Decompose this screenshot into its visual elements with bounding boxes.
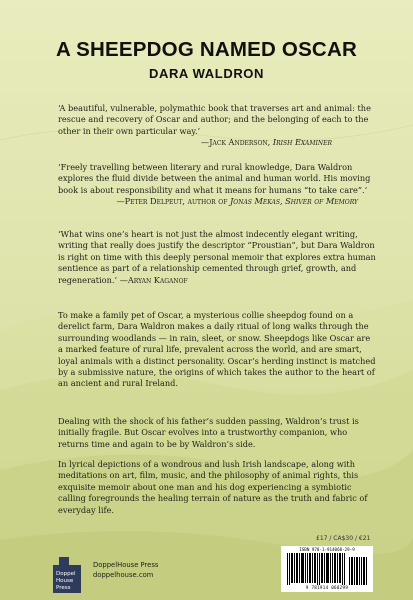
isbn-barcode <box>281 546 373 592</box>
barcode-icon <box>287 553 367 585</box>
isbn-digits: 9 781914 068299 <box>305 585 349 590</box>
quote-2-attribution-name: —Peter Delpeut, author of <box>116 196 228 207</box>
quote-1-text: ‘A beautiful, vulnerable, polymathic book that traverses art and animal: the rescue and recovery of Oscar and author; and the belonging of each to the other in their own particular way.’ <box>58 103 371 136</box>
quote-1-attribution <box>58 137 376 148</box>
quote-2-attribution <box>58 196 376 207</box>
quote-1-attribution-source: Irish Examiner <box>272 137 332 148</box>
doppelhouse-logo <box>49 557 89 593</box>
description-paragraph-1: To make a family pet of Oscar, a mysterious collie sheepdog found on a derelict farm, Dara Waldron makes a daily ritual of long walks through the surrounding woodlands — in rain, sleet, or snow. Sheepdogs like Oscar are a marked feature of rural life, prevalent across the world, and are smart, loyal animals with a distinct personality. Oscar’s herding instinct is matched by a submissive nature, the origins of which takes the author to the heart of an ancient and rural Ireland. <box>58 310 376 389</box>
svg-text:Doppel: Doppel <box>56 571 76 577</box>
book-author: DARA WALDRON <box>148 66 265 81</box>
description-paragraph-2: Dealing with the shock of his father’s sudden passing, Waldron’s trust is initially fragile. But Oscar evolves into a trustworthy companion, who returns time and again to be by Waldron’s side. <box>58 416 359 449</box>
isbn-number: ISBN 978-1-914068-29-9 <box>299 547 355 552</box>
quote-3-attribution-name: —Aryan Kaganof <box>119 274 188 285</box>
quote-2-attribution-source: Jonas Mekas, Shiver of Memory <box>230 196 358 207</box>
svg-text:Press: Press <box>56 585 71 591</box>
quote-3 <box>58 229 376 286</box>
book-title: A SHEEPDOG NAMED OSCAR <box>56 38 357 61</box>
quote-2-text: ‘Freely travelling between literary and rural knowledge, Dara Waldron explores the fluid divide between the animal and human world. His moving book is about responsibility and what it means for humans “to take care”.’ <box>58 162 371 195</box>
publisher-url: doppelhouse.com <box>93 570 154 579</box>
quote-3-text: ‘What wins one’s heart is not just the almost indecently elegant writing, writing that really does justify the descriptor “Proustian”, but Dara Waldron is right on time with this deeply personal memoir that explores extra human sentience as part of a relationship cemented through grief, growth, and regeneration.’ <box>58 229 376 285</box>
svg-text:House: House <box>56 578 74 584</box>
publisher-name: DoppelHouse Press <box>93 561 159 569</box>
publisher-info <box>93 561 158 581</box>
quote-1-attribution-name: —Jack Anderson, <box>201 137 271 148</box>
quote-3-attribution <box>120 275 188 285</box>
description-paragraph-3: In lyrical depictions of a wondrous and lush Irish landscape, along with meditations on art, film, music, and the philosophy of animal rights, this exquisite memoir about one man and his dog experiencing a symbiotic calling foregrounds the healing terrain of nature as the truth and fabric of everyday life. <box>58 459 368 515</box>
price-label: £17 / CA$30 / €21 <box>316 535 371 542</box>
quote-1 <box>58 103 376 149</box>
quote-2 <box>58 162 376 208</box>
